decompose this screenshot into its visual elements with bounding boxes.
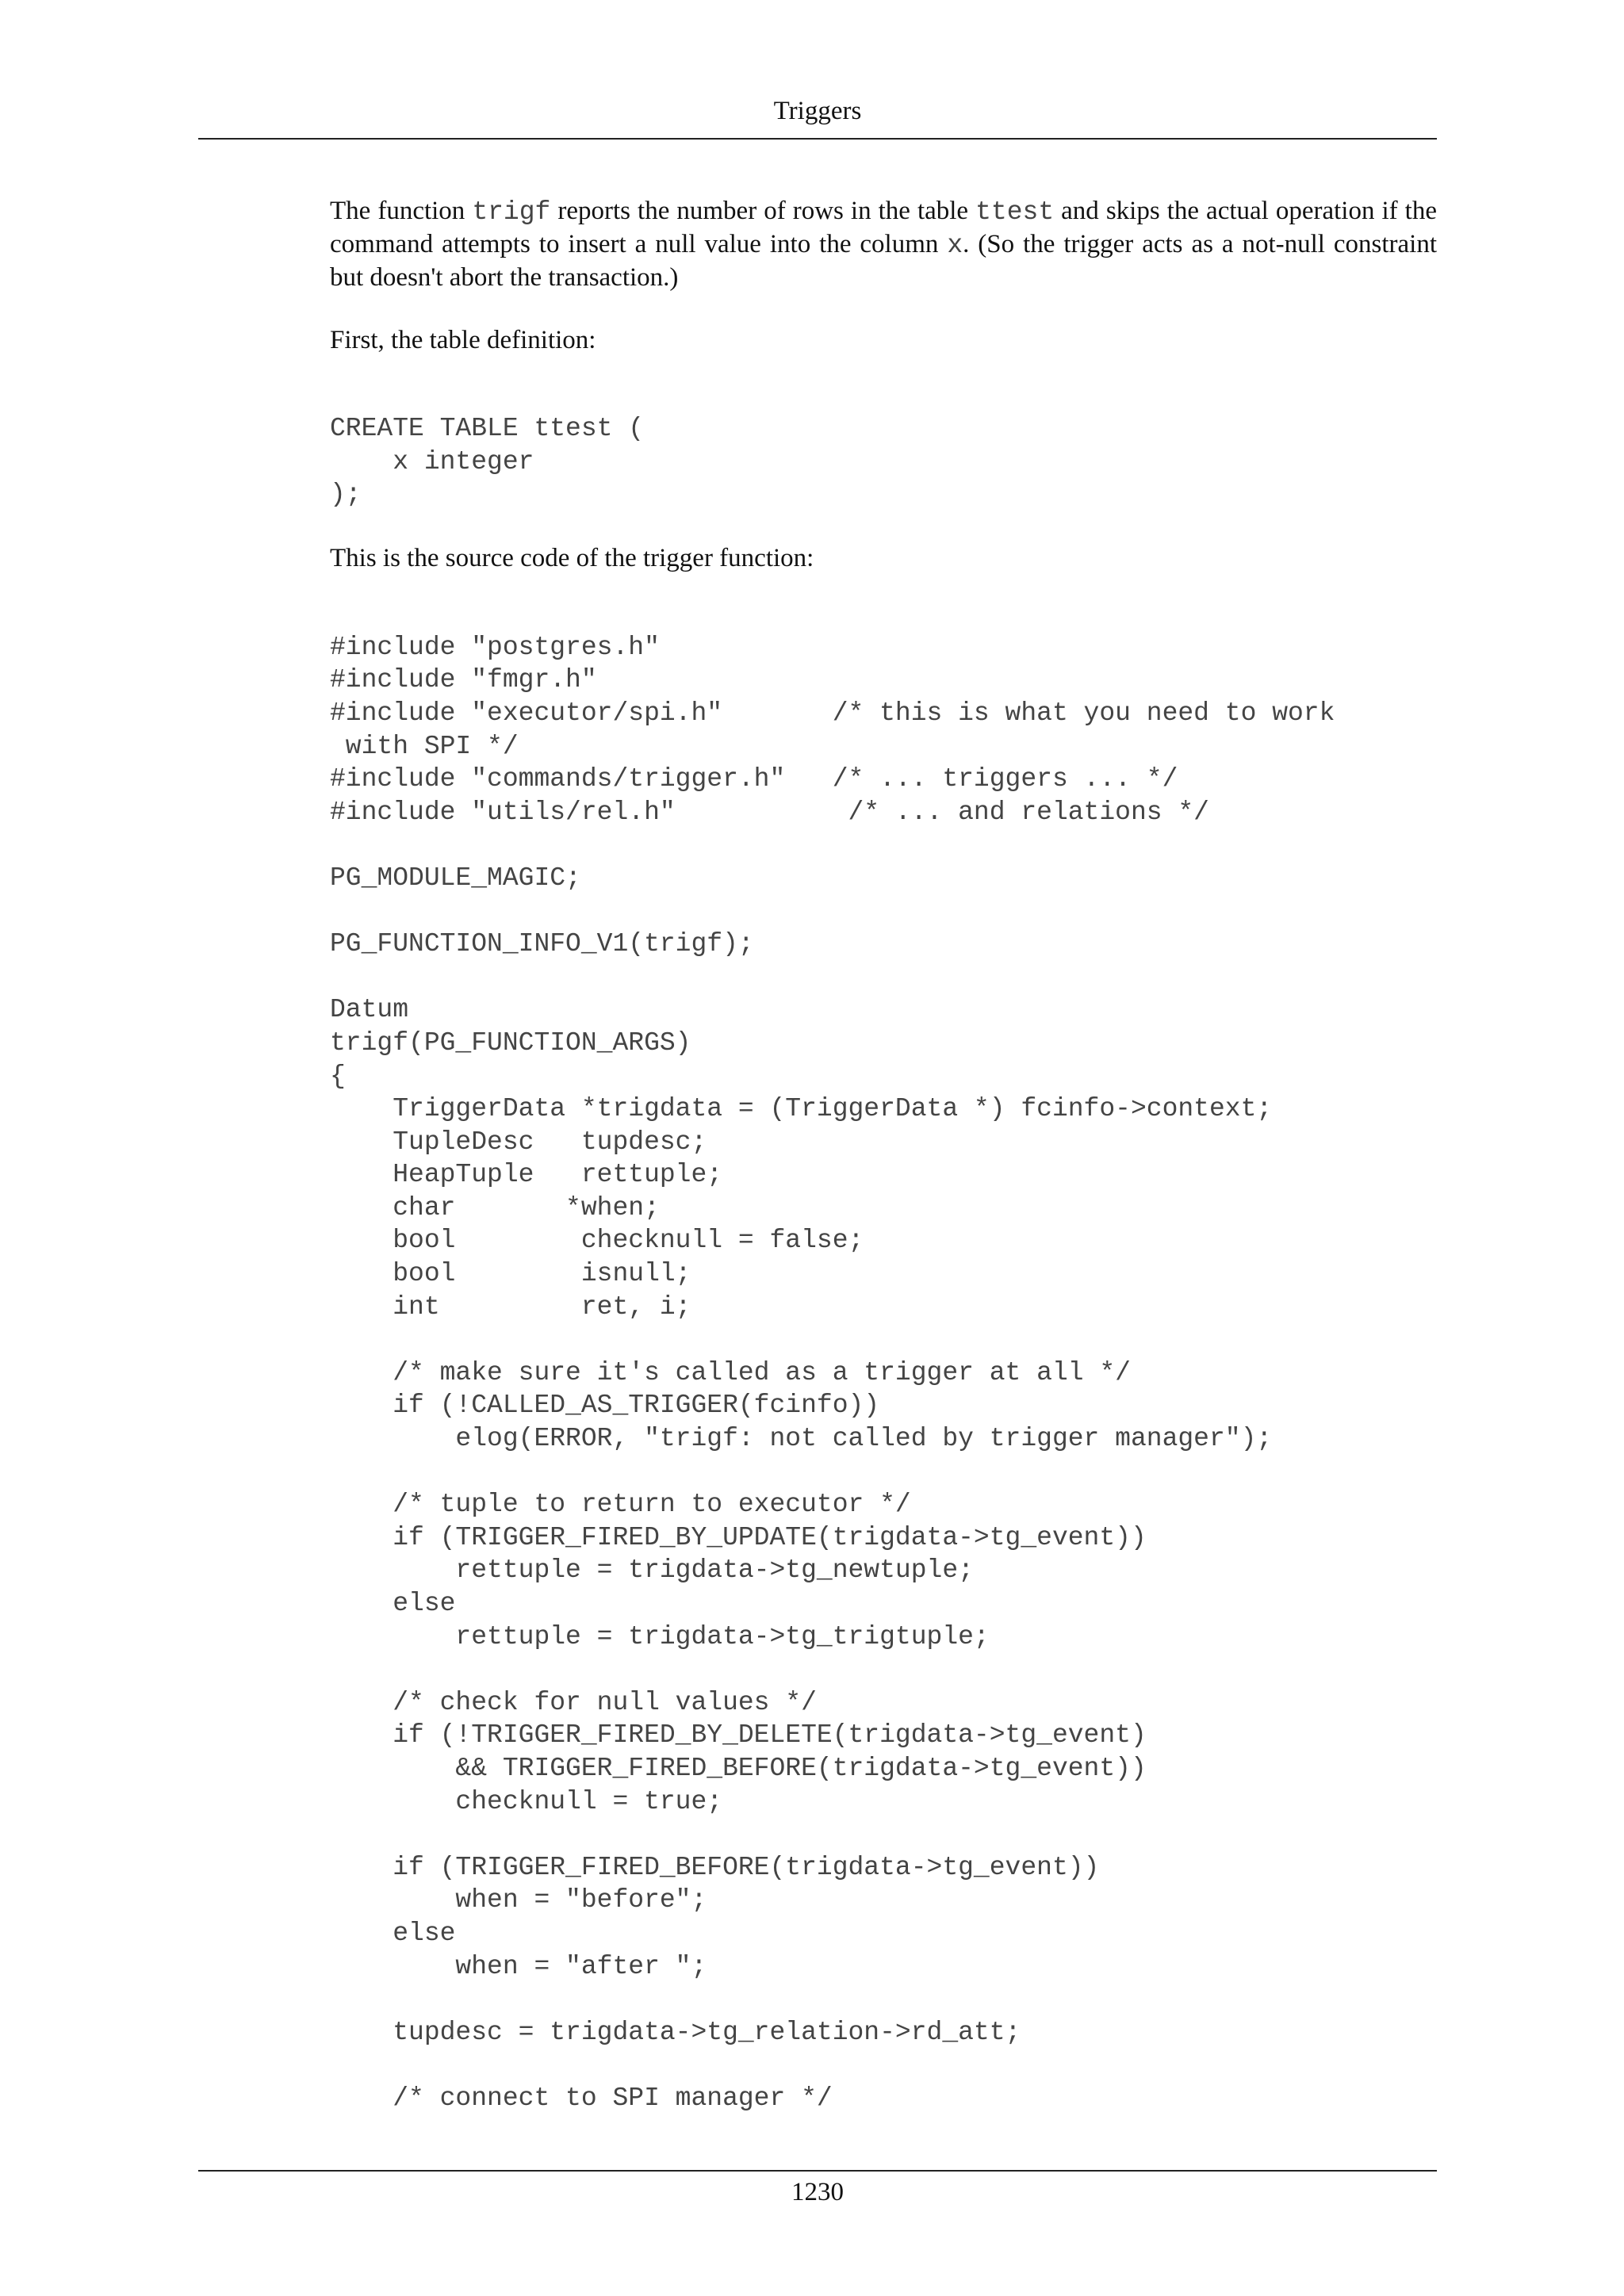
source-code-label: This is the source code of the trigger function:: [330, 543, 814, 572]
intro-text-3: and skips the actual operation if the command attempts to insert a null value into the column: [330, 197, 1437, 258]
page-content: [330, 195, 1437, 2115]
table-definition-code-block: CREATE TABLE ttest ( x integer );: [330, 414, 645, 510]
running-header-title: Triggers: [773, 97, 862, 125]
function-name-code: trigf: [472, 197, 551, 227]
page-footer: [198, 2170, 1437, 2208]
page-number: 1230: [791, 2178, 844, 2206]
intro-text-1: The function: [330, 197, 473, 225]
intro-text-4: . (So the trigger acts as a not-null constraint but doesn't abort the transaction.): [330, 230, 1437, 292]
column-name-code: x: [947, 231, 963, 260]
intro-text-2: reports the number of rows in the table: [550, 197, 976, 225]
table-name-code: ttest: [975, 197, 1055, 227]
table-definition-label: First, the table definition:: [330, 326, 596, 354]
trigger-source-code-block: #include "postgres.h" #include "fmgr.h" #include "executor/spi.h" /* this is what you need to work with SPI */ #include "commands/trigger.h" /* ... triggers ... */ #include "utils/rel.h" /* ... and relations */ PG_MODULE_MAGIC; PG_FUNCTION_INFO_V1(trigf); Datum trigf(PG_FUNCTION_ARGS) { TriggerData *trigdata = (TriggerData *) fcinfo->context; TupleDesc tupdesc; HeapTuple rettuple; char *when; bool checknull = false; bool isnull; int ret, i; /* make sure it's called as a trigger at all */ if (!CALLED_AS_TRIGGER(fcinfo)) elog(ERROR, "trigf: not called by trigger manager"); /* tuple to return to executor */ if (TRIGGER_FIRED_BY_UPDATE(trigdata->tg_event)) rettuple = trigdata->tg_newtuple; else rettuple = trigdata->tg_trigtuple; /* check for null values */ if (!TRIGGER_FIRED_BY_DELETE(trigdata->tg_event) && TRIGGER_FIRED_BEFORE(trigdata->tg_event)) checknull = true; if (TRIGGER_FIRED_BEFORE(trigdata->tg_event)) when = "before"; else when = "after "; tupdesc = trigdata->tg_relation->rd_att; /* connect to SPI manager */: [330, 632, 1335, 2113]
page-header: [198, 95, 1437, 140]
intro-paragraph: [330, 195, 1437, 294]
